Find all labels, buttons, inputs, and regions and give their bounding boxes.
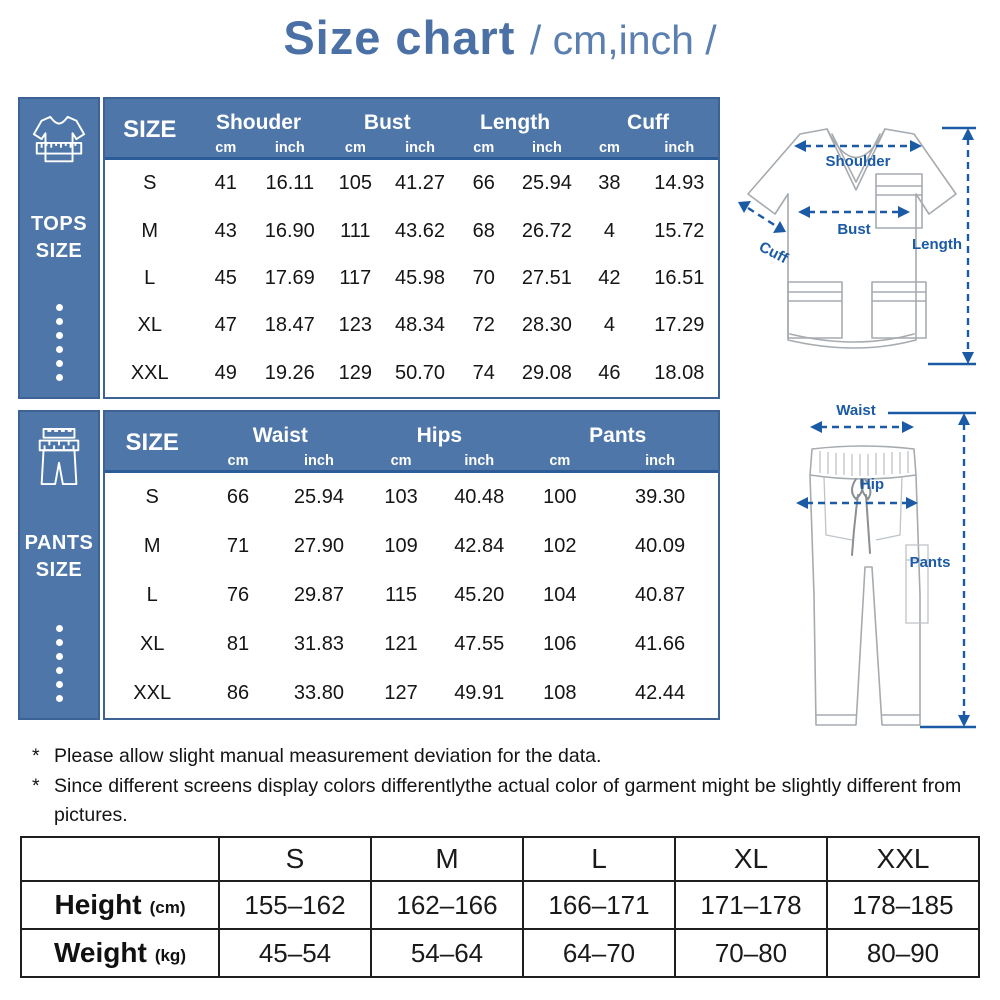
title-main: Size chart (283, 11, 516, 64)
size-column-header: S (220, 838, 372, 882)
pants-sidebar (18, 410, 100, 720)
table-cell: 80–90 (828, 930, 980, 978)
diagram-label-pants: Pants (909, 554, 951, 571)
column-header-length: Length (480, 111, 551, 134)
diagram-label-bust: Bust (837, 221, 871, 238)
table-row: XL 47 18.47 123 48.34 72 28.30 4 17.29 (137, 314, 705, 337)
table-cell: 45–54 (220, 930, 372, 978)
tshirt-measure-icon (30, 111, 88, 171)
pants-measure-icon (31, 424, 87, 490)
row-header-height: Height (cm) (22, 882, 220, 930)
table-row: XL 81 31.83 121 47.55 106 41.66 (139, 633, 686, 655)
corner-cell (22, 838, 220, 882)
unit-label: inch (464, 452, 495, 469)
tops-table-header (105, 99, 718, 160)
note-line (30, 742, 974, 771)
diagram-label-shoulder: Shoulder (825, 153, 891, 170)
note-line (30, 772, 974, 830)
column-header-bust: Bust (363, 111, 411, 134)
unit-label: inch (274, 139, 305, 156)
tops-sidebar (18, 97, 100, 399)
disclaimer-notes (30, 742, 974, 831)
asterisk-marker: * (32, 745, 40, 767)
unit-label: inch (304, 452, 334, 469)
unit-label: cm (215, 139, 237, 156)
column-header-shoulder: Shouder (215, 111, 302, 134)
unit-label: cm (344, 139, 366, 156)
size-column-header: M (372, 838, 524, 882)
table-row: M 43 16.90 111 43.62 68 26.72 4 15.72 (141, 219, 705, 242)
dotted-divider (56, 304, 63, 381)
title-units-suffix: / cm,inch / (529, 17, 717, 63)
diagram-label-length: Length (912, 236, 962, 253)
column-header-size: SIZE (123, 115, 177, 143)
table-row: XXL 86 33.80 127 49.91 108 42.44 (133, 682, 686, 704)
unit-label: inch (532, 139, 562, 156)
diagram-label-cuff: Cuff (756, 238, 791, 268)
table-row: XXL 49 19.26 129 50.70 74 29.08 46 18.08 (130, 361, 705, 384)
row-header-weight: Weight (kg) (22, 930, 220, 978)
pants-size-table (103, 410, 720, 720)
unit-label: cm (227, 452, 249, 469)
diagram-label-hip: Hip (859, 476, 885, 493)
unit-label: inch (664, 139, 695, 156)
table-cell: 178–185 (828, 882, 980, 930)
column-header-pants: Pants (589, 424, 647, 447)
size-column-header: XXL (828, 838, 980, 882)
table-cell: 54–64 (372, 930, 524, 978)
table-row: L 45 17.69 117 45.98 70 27.51 42 16.51 (144, 267, 705, 290)
pants-table-header (105, 412, 718, 473)
scrub-top-diagram (724, 94, 996, 398)
unit-label: cm (549, 452, 571, 469)
column-header-waist: Waist (252, 424, 308, 447)
unit-label: cm (598, 139, 620, 156)
table-row: S 66 25.94 103 40.48 100 39.30 (145, 486, 686, 508)
table-row: L 76 29.87 115 45.20 104 40.87 (146, 584, 686, 606)
tops-size-table (103, 97, 720, 399)
table-cell: 166–171 (524, 882, 676, 930)
table-cell: 171–178 (676, 882, 828, 930)
page-title (0, 10, 1000, 65)
unit-label: cm (390, 452, 412, 469)
asterisk-marker: * (32, 775, 40, 797)
size-column-header: XL (676, 838, 828, 882)
unit-label: cm (473, 139, 495, 156)
body-reference-table (20, 836, 980, 978)
column-header-size: SIZE (125, 428, 179, 456)
size-column-header: L (524, 838, 676, 882)
table-cell: 162–166 (372, 882, 524, 930)
note-text: Please allow slight manual measurement deviation for the data. (54, 745, 602, 767)
column-header-cuff: Cuff (627, 111, 670, 134)
table-row: M 71 27.90 109 42.84 102 40.09 (143, 535, 686, 557)
unit-label: inch (645, 452, 675, 469)
diagram-label-waist: Waist (836, 402, 876, 419)
note-text: Since different screens display colors differentlythe actual color of garment might be slightly different from pictures. (54, 775, 962, 826)
tops-sidebar-label: TOPS SIZE (30, 213, 88, 262)
table-cell: 155–162 (220, 882, 372, 930)
dotted-divider (56, 625, 63, 702)
column-header-hips: Hips (416, 424, 463, 447)
table-cell: 64–70 (524, 930, 676, 978)
scrub-pants-diagram (768, 395, 996, 735)
pants-sidebar-label: PANTS SIZE (24, 532, 94, 581)
table-cell: 70–80 (676, 930, 828, 978)
unit-label: inch (405, 139, 435, 156)
table-row: S 41 16.11 105 41.27 66 25.94 38 14.93 (143, 172, 705, 195)
